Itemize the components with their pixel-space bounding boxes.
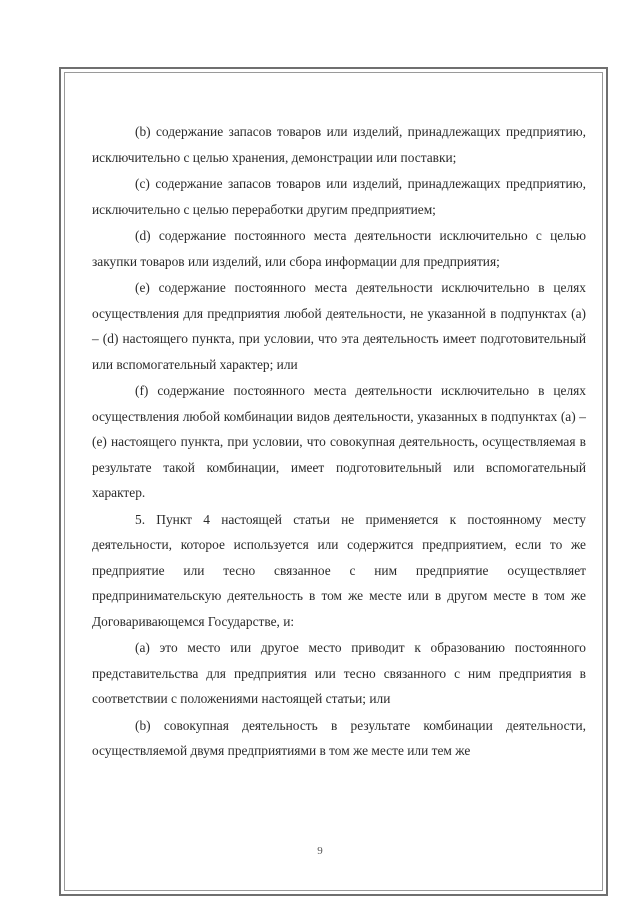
paragraph-5b: (b) совокупная деятельность в результате комбинации деятельности, осуществляемой двумя предприятиями в том же месте или тем же [92,717,586,758]
paragraph-5a: (a) это место или другое место приводит к образованию постоянного представительства для предприятия или тесно связанного с ним предприятия в соответствии с положениями настоящей статьи; или [92,640,586,706]
paragraph-4b: (b) содержание запасов товаров или изделий, принадлежащих предприятию, исключительно с целью хранения, демонстрации или поставки; [92,124,586,165]
paragraph-5: 5. Пункт 4 настоящей статьи не применяется к постоянному месту деятельности, которое используется или содержится предприятием, если то же предприятие или тесно связанное с ним предприятие осуществляет предпринимательскую деятельность в том же месте или в другом месте в том же Договаривающемся Государстве, и: [92,511,586,629]
page-number: 9 [317,845,323,857]
paragraph-4f: (f) содержание постоянного места деятельности исключительно в целях осуществления любой комбинации видов деятельности, указанных в подпунктах (a) – (e) настоящего пункта, при условии, что совокупная деятельность, осуществляемая в результате такой комбинации, имеет подготовительный или вспомогательный характер. [92,383,586,500]
paragraph-4c: (c) содержание запасов товаров или изделий, принадлежащих предприятию, исключительно с целью переработки другим предприятием; [92,176,586,217]
document-body [92,119,586,764]
paragraph-4e: (e) содержание постоянного места деятельности исключительно в целях осуществления для предприятия любой деятельности, не указанной в подпунктах (a) – (d) настоящего пункта, при условии, что эта деятельность имеет подготовительный или вспомогательный характер; или [92,280,586,372]
paragraph-4d: (d) содержание постоянного места деятельности исключительно с целью закупки товаров или изделий, или сбора информации для предприятия; [92,228,586,269]
